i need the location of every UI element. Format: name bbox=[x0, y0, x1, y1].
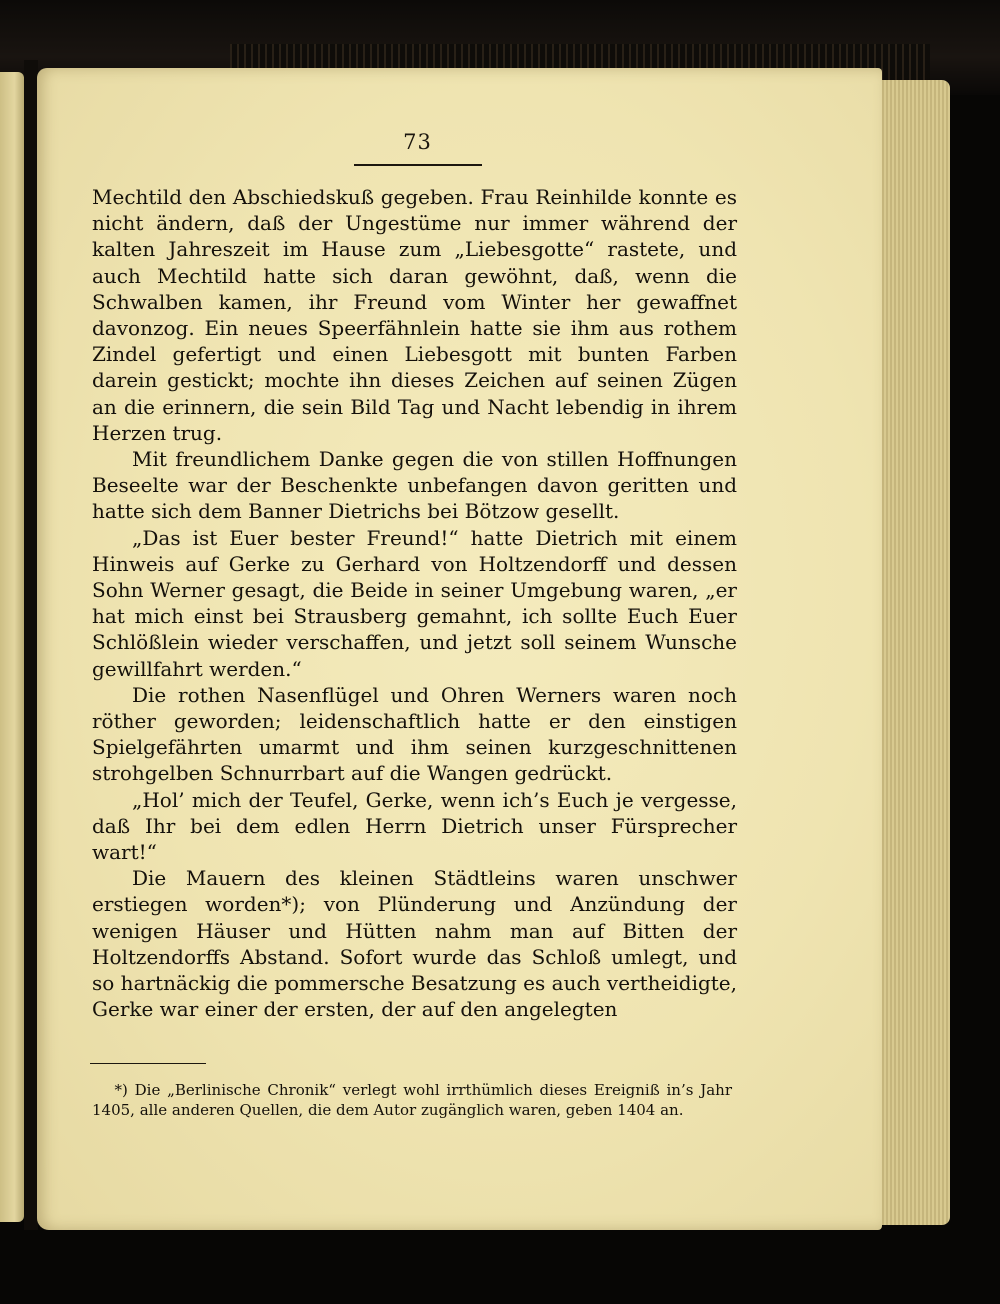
page-number-rule bbox=[354, 164, 482, 166]
body-text bbox=[92, 184, 737, 1023]
paragraph: Mechtild den Abschiedskuß gegeben. Frau Reinhilde konnte es nicht ändern, daß der Ungestüme nur immer während der kalten Jahreszeit im Hause zum „Liebesgotte“ rastete, und auch Mechtild hatte sich daran gewöhnt, daß, wenn die Schwalben kamen, ihr Freund vom Winter her gewaffnet davonzog. Ein neues Speerfähnlein hatte sie ihm aus rothem Zindel gefertigt und einen Liebesgott mit bunten Farben darein gestickt; mochte ihn dieses Zeichen auf seinen Zügen an die erinnern, die sein Bild Tag und Nacht lebendig in ihrem Herzen trug. bbox=[92, 185, 737, 445]
paragraph: „Das ist Euer bester Freund!“ hatte Dietrich mit einem Hinweis auf Gerke zu Gerhard von Holtzendorff und dessen Sohn Werner gesagt, die Beide in seiner Umgebung waren, „er hat mich einst bei Strausberg gemahnt, ich sollte Euch Euer Schlößlein wieder verschaffen, und jetzt soll seinem Wunsche gewillfahrt werden.“ bbox=[92, 525, 737, 681]
paragraph: Mit freundlichem Danke gegen die von stillen Hoffnungen Beseelte war der Beschenkte unbefangen davon geritten und hatte sich dem Banner Dietrichs bei Bötzow gesellt. bbox=[92, 447, 737, 524]
footnote: *) Die „Berlinische Chronik“ verlegt wohl irrthümlich dieses Ereigniß in’s Jahr 1405, alle anderen Quellen, die dem Autor zugänglich waren, geben 1404 an. bbox=[92, 1081, 732, 1119]
paragraph: Die rothen Nasenflügel und Ohren Werners waren noch röther geworden; leidenschaftlich hatte er den einstigen Spielgefährten umarmt und ihm seinen kurzgeschnittenen strohgelben Schnurrbart auf die Wangen gedrückt. bbox=[92, 682, 737, 786]
left-page-edge bbox=[0, 72, 24, 1222]
page-number: 73 bbox=[403, 130, 432, 154]
page-stack-edge bbox=[880, 80, 950, 1225]
paragraph: Die Mauern des kleinen Städtleins waren unschwer erstiegen worden*); von Plünderung und Anzündung der wenigen Häuser und Hütten nahm man auf Bitten der Holtzendorffs Abstand. Sofort wurde das Schloß umlegt, und so hartnäckig die pommersche Besatzung es auch vertheidigte, Gerke war einer der ersten, der auf den angelegten bbox=[92, 866, 737, 1022]
book-gutter bbox=[24, 60, 38, 1230]
paragraph: „Hol’ mich der Teufel, Gerke, wenn ich’s Euch je vergesse, daß Ihr bei dem edlen Herrn Dietrich unser Fürsprecher wart!“ bbox=[92, 787, 737, 865]
footnote-rule bbox=[90, 1063, 206, 1064]
